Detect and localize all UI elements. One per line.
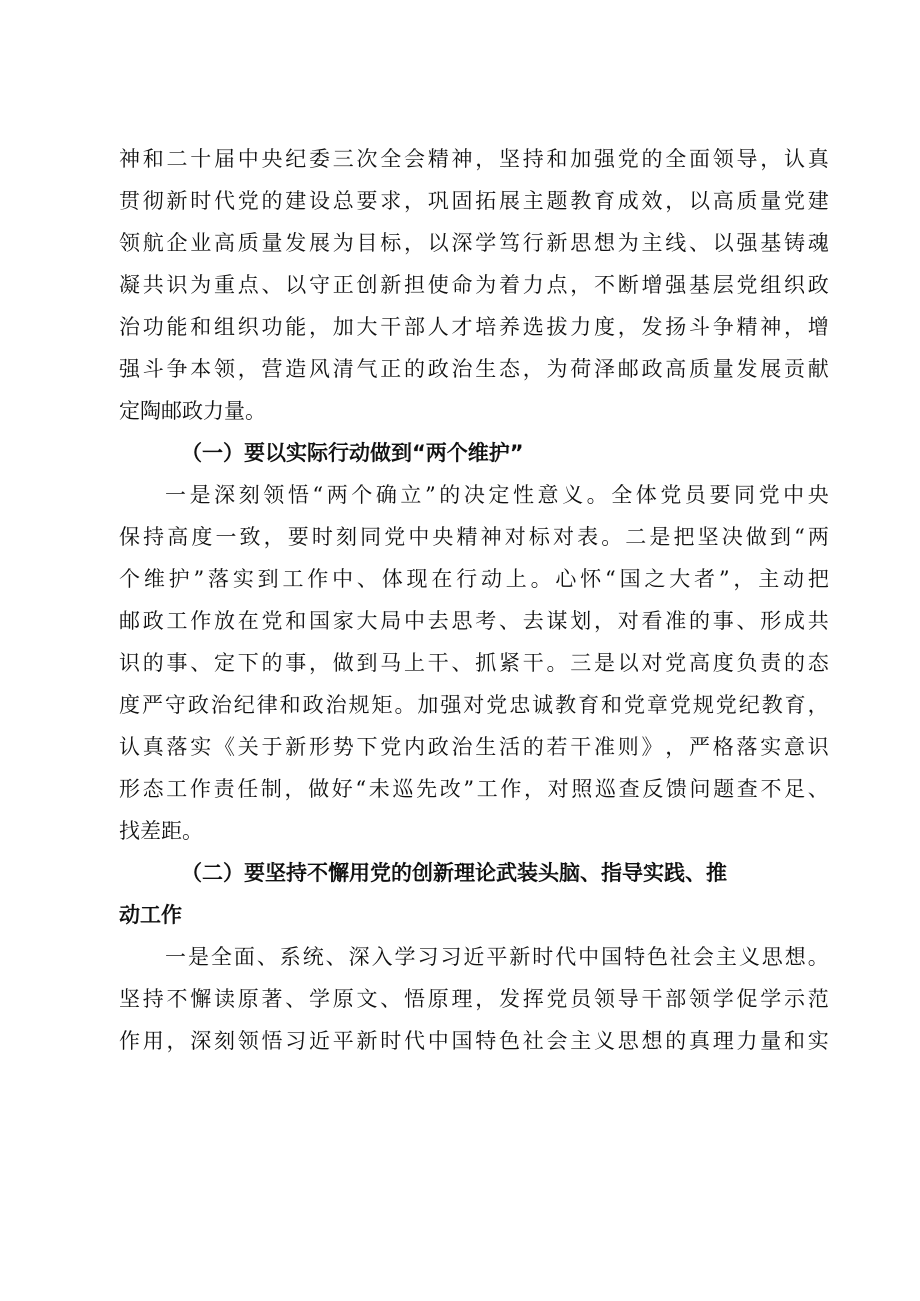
- text-line: 个 维 护 ” 落 实 到 工 作 中 、 体 现 在 行 动 上 。 心 怀 “ 国 之 大 者 ” ， 主 动 把: [119, 567, 829, 591]
- text-line: 作 用 ， 深 刻 领 悟 习 近 平 新 时 代 中 国 特 色 社 会 主 义 思 想 的 真 理 力 量 和 实: [119, 1029, 829, 1053]
- text-line: 识 的 事 、 定 下 的 事 ， 做 到 马 上 干 、 抓 紧 干 。 三 是 以 对 党 高 度 负 责 的 态: [119, 651, 829, 675]
- text-line: 形 态 工 作 责 任 制 ， 做 好 “ 未 巡 先 改 ” 工 作 ， 对 照 巡 查 反 馈 问 题 查 不 足 、: [119, 777, 829, 801]
- section-heading: （一）要以实际行动做到“两个维护”: [181, 441, 524, 465]
- text-line: 领 航 企 业 高 质 量 发 展 为 目 标 ， 以 深 学 笃 行 新 思 想 为 主 线 、 以 强 基 铸 魂: [119, 231, 829, 255]
- text-line: 一 是 全 面 、 系 统 、 深 入 学 习 习 近 平 新 时 代 中 国 特 色 社 会 主 义 思 想 。: [165, 945, 829, 969]
- text-line: 定陶邮政力量。: [119, 399, 266, 423]
- document-body: [119, 138, 829, 1062]
- text-line: 找差距。: [119, 819, 203, 843]
- text-line: 贯 彻 新 时 代 党 的 建 设 总 要 求 ， 巩 固 拓 展 主 题 教 育 成 效 ， 以 高 质 量 党 建: [119, 189, 829, 213]
- text-line: 邮 政 工 作 放 在 党 和 国 家 大 局 中 去 思 考 、 去 谋 划 ， 对 看 准 的 事 、 形 成 共: [119, 609, 829, 633]
- text-line: 强 斗 争 本 领 ， 营 造 风 清 气 正 的 政 治 生 态 ， 为 荷 泽 邮 政 高 质 量 发 展 贡 献: [119, 357, 829, 381]
- text-line: 神 和 二 十 届 中 央 纪 委 三 次 全 会 精 神 ， 坚 持 和 加 强 党 的 全 面 领 导 ， 认 真: [119, 147, 829, 171]
- text-line: 认 真 落 实 《 关 于 新 形 势 下 党 内 政 治 生 活 的 若 干 准 则 》 ， 严 格 落 实 意 识: [119, 735, 829, 759]
- paragraph: [119, 138, 829, 432]
- paragraph: [119, 474, 829, 852]
- text-line: 保 持 高 度 一 致 ， 要 时 刻 同 党 中 央 精 神 对 标 对 表 。 二 是 把 坚 决 做 到 “ 两: [119, 525, 829, 549]
- text-line: 治 功 能 和 组 织 功 能 ， 加 大 干 部 人 才 培 养 选 拔 力 度 ， 发 扬 斗 争 精 神 ， 增: [119, 315, 829, 339]
- text-line: 度 严 守 政 治 纪 律 和 政 治 规 矩 。 加 强 对 党 忠 诚 教 育 和 党 章 党 规 党 纪 教 育 ，: [119, 693, 829, 717]
- heading-line: （二）要坚持不懈用党的创新理论武装头脑、指导实践、推: [181, 861, 727, 885]
- text-line: 一 是 深 刻 领 悟 “ 两 个 确 立 ” 的 决 定 性 意 义 。 全 体 党 员 要 同 党 中 央: [165, 483, 829, 507]
- text-line: 凝 共 识 为 重 点 、 以 守 正 创 新 担 使 命 为 着 力 点 ， 不 断 增 强 基 层 党 组 织 政: [119, 273, 829, 297]
- text-line: 坚 持 不 懈 读 原 著 、 学 原 文 、 悟 原 理 ， 发 挥 党 员 领 导 干 部 领 学 促 学 示 范: [119, 987, 829, 1011]
- paragraph: [119, 936, 829, 1062]
- section-heading: [119, 852, 829, 936]
- heading-line: 动工作: [119, 903, 182, 927]
